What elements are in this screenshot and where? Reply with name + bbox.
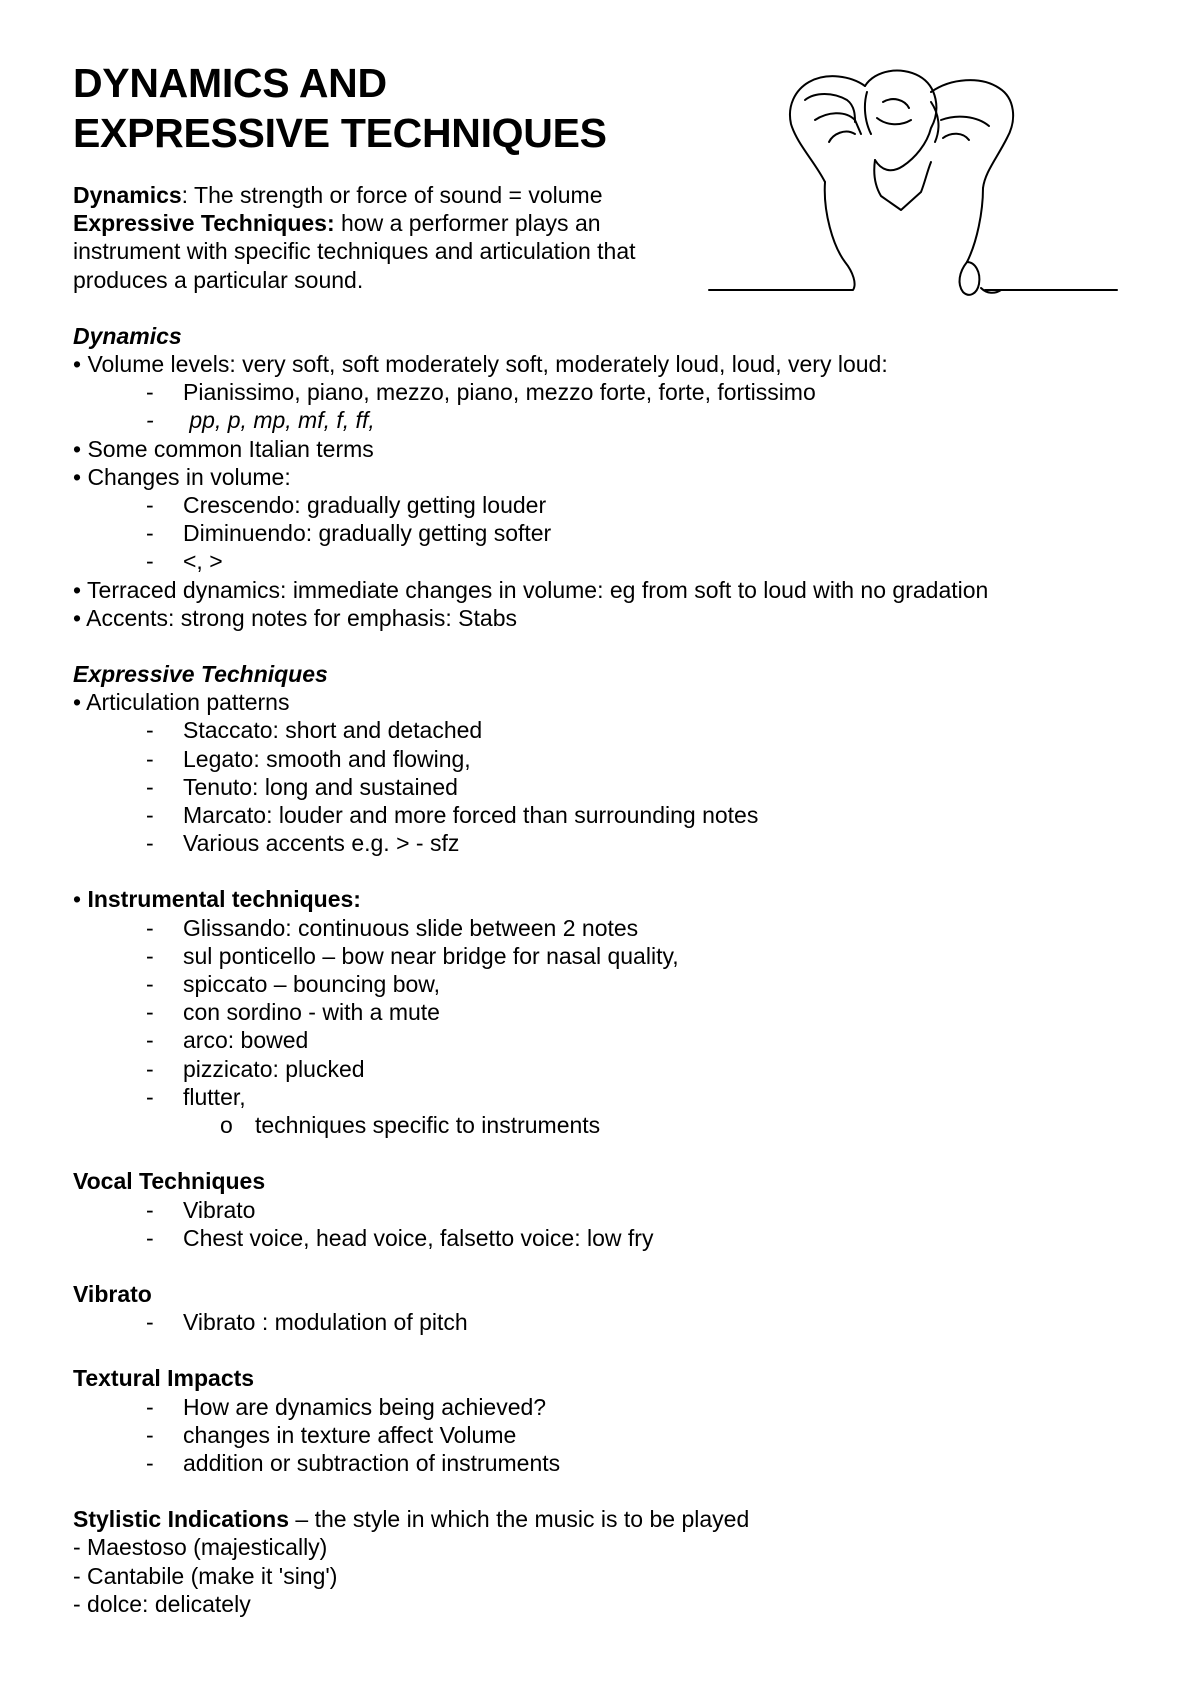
expressive-section — [73, 660, 1133, 857]
list-item: - Diminuendo: gradually getting softer — [73, 519, 1133, 547]
list-item: - Vibrato : modulation of pitch — [73, 1308, 1133, 1336]
intro-section — [73, 181, 693, 294]
list-item: - How are dynamics being achieved? — [73, 1393, 1133, 1421]
instrumental-heading: • Instrumental techniques: — [73, 886, 361, 913]
list-item: - flutter, — [73, 1083, 1133, 1111]
dynamics-definition: Dynamics: The strength or force of sound = volume — [73, 182, 603, 208]
list-item: - Chest voice, head voice, falsetto voice: low fry — [73, 1224, 1133, 1252]
title-line-1: DYNAMICS AND — [73, 60, 387, 106]
title-line-2: EXPRESSIVE TECHNIQUES — [73, 110, 607, 156]
dynamics-section — [73, 322, 1133, 632]
dynamics-term: Dynamics — [73, 182, 182, 208]
person-hands-on-head-icon — [705, 62, 1125, 302]
vocal-section — [73, 1167, 1133, 1252]
list-item: - Maestoso (majestically) — [73, 1534, 328, 1561]
list-item: - Crescendo: gradually getting louder — [73, 491, 1133, 519]
list-item: • Articulation patterns — [73, 689, 290, 716]
list-item: - spiccato – bouncing bow, — [73, 970, 1133, 998]
expressive-term: Expressive Techniques: — [73, 210, 335, 237]
vibrato-section — [73, 1280, 1133, 1336]
expressive-definition-cont: instrument with specific techniques and articulation that — [73, 238, 636, 265]
expressive-definition-end: produces a particular sound. — [73, 266, 364, 293]
list-item: • Some common Italian terms — [73, 435, 374, 462]
textural-section — [73, 1364, 1133, 1477]
list-item: - Legato: smooth and flowing, — [73, 745, 1133, 773]
list-item: - Various accents e.g. > - sfz — [73, 829, 1133, 857]
list-item: - Tenuto: long and sustained — [73, 773, 1133, 801]
list-item: - <, > — [73, 547, 1133, 575]
vibrato-heading: Vibrato — [73, 1280, 152, 1307]
list-item: - sul ponticello – bow near bridge for nasal quality, — [73, 942, 1133, 970]
list-item: - Staccato: short and detached — [73, 716, 1133, 744]
list-item: - pp, p, mp, mf, f, ff, — [73, 406, 1133, 434]
list-item: - con sordino - with a mute — [73, 998, 1133, 1026]
list-item: - Pianissimo, piano, mezzo, piano, mezzo forte, forte, fortissimo — [73, 378, 1133, 406]
stylistic-section — [73, 1505, 1133, 1618]
list-item: - Vibrato — [73, 1196, 1133, 1224]
list-item: - Cantabile (make it 'sing') — [73, 1562, 338, 1589]
dynamics-heading: Dynamics — [73, 322, 182, 349]
textural-heading: Textural Impacts — [73, 1365, 255, 1392]
list-item: - arco: bowed — [73, 1026, 1133, 1054]
list-item: - pizzicato: plucked — [73, 1055, 1133, 1083]
list-item: • Terraced dynamics: immediate changes in volume: eg from soft to loud with no gradation — [73, 576, 989, 603]
vocal-heading: Vocal Techniques — [73, 1168, 266, 1195]
list-item: - addition or subtraction of instruments — [73, 1449, 1133, 1477]
list-item: - dolce: delicately — [73, 1590, 251, 1617]
list-item: • Volume levels: very soft, soft moderately soft, moderately loud, loud, very loud: — [73, 351, 888, 378]
list-item: • Changes in volume: — [73, 463, 291, 490]
list-item: - Glissando: continuous slide between 2 notes — [73, 914, 1133, 942]
expressive-heading: Expressive Techniques — [73, 661, 328, 688]
instrumental-section — [73, 885, 1133, 1139]
list-item: - changes in texture affect Volume — [73, 1421, 1133, 1449]
list-item: o techniques specific to instruments — [73, 1111, 1133, 1139]
expressive-definition: Expressive Techniques: how a performer plays an — [73, 210, 601, 237]
stylistic-heading: Stylistic Indications – the style in which the music is to be played — [73, 1506, 750, 1533]
list-item: • Accents: strong notes for emphasis: Stabs — [73, 604, 517, 631]
list-item: - Marcato: louder and more forced than surrounding notes — [73, 801, 1133, 829]
